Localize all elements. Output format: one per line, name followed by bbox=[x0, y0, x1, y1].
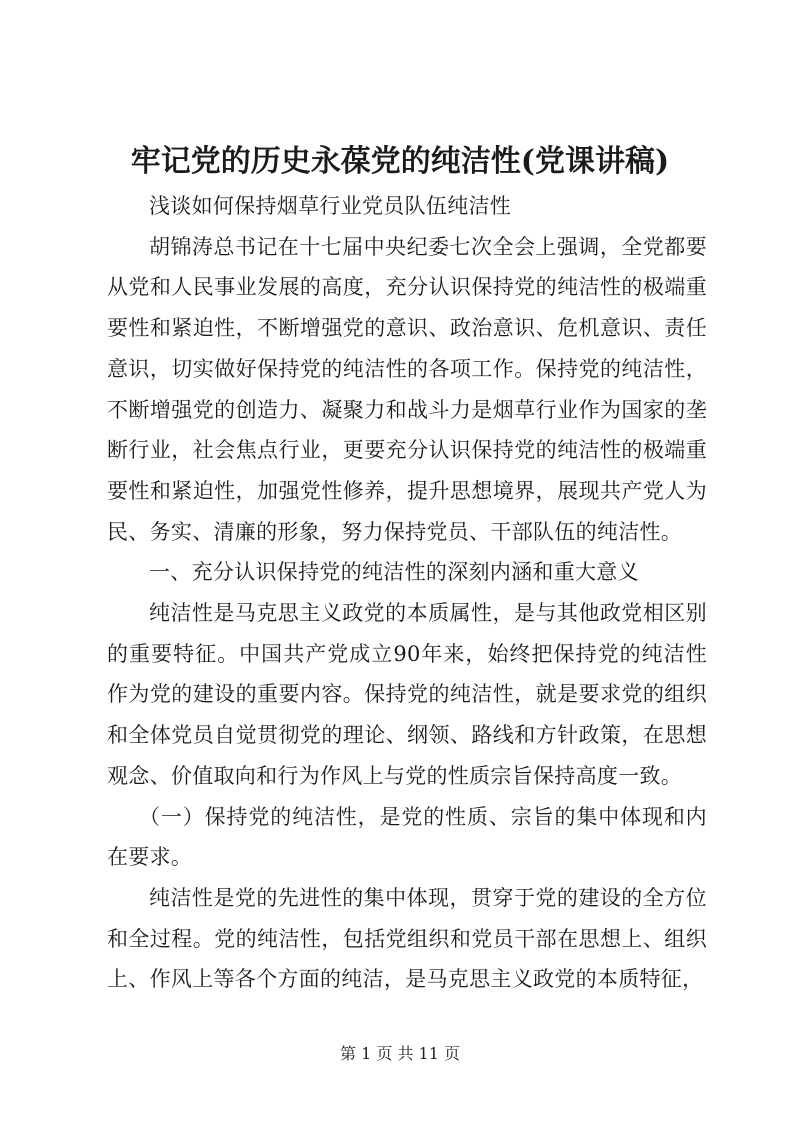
document-body bbox=[107, 186, 707, 1000]
subsection-heading: （一）保持党的纯洁性，是党的性质、宗旨的集中体现和内在要求。 bbox=[107, 804, 707, 870]
document-title: 牢记党的历史永葆党的纯洁性(党课讲稿) bbox=[130, 144, 670, 179]
subtitle-paragraph: 浅谈如何保持烟草行业党员队伍纯洁性 bbox=[149, 194, 512, 218]
body-paragraph: 纯洁性是马克思主义政党的本质属性，是与其他政党相区别的重要特征。中国共产党成立90年来，始终把保持党的纯洁性作为党的建设的重要内容。保持党的纯洁性，就是要求党的组织和全体党员自觉贯彻党的理论、纲领、路线和方针政策，在思想观念、价值取向和行为作风上与党的性质宗旨保持高度一致。 bbox=[107, 601, 707, 788]
body-paragraph: 纯洁性是党的先进性的集中体现，贯穿于党的建设的全方位和全过程。党的纯洁性，包括党组织和党员干部在思想上、组织上、作风上等各个方面的纯洁，是马克思主义政党的本质特征， bbox=[107, 885, 707, 992]
section-heading: 一、充分认识保持党的纯洁性的深刻内涵和重大意义 bbox=[149, 560, 639, 585]
body-paragraph: 胡锦涛总书记在十七届中央纪委七次全会上强调，全党都要从党和人民事业发展的高度，充分认识保持党的纯洁性的极端重要性和紧迫性，不断增强党的意识、政治意识、危机意识、责任意识，切实做好保持党的纯洁性的各项工作。保持党的纯洁性，不断增强党的创造力、凝聚力和战斗力是烟草行业作为国家的垄断行业，社会焦点行业，更要充分认识保持党的纯洁性的极端重要性和紧迫性，加强党性修养，提升思想境界，展现共产党人为民、务实、清廉的形象，努力保持党员、干部队伍的纯洁性。 bbox=[107, 234, 707, 544]
page-footer: 第 1 页 共 11 页 bbox=[340, 1044, 460, 1063]
